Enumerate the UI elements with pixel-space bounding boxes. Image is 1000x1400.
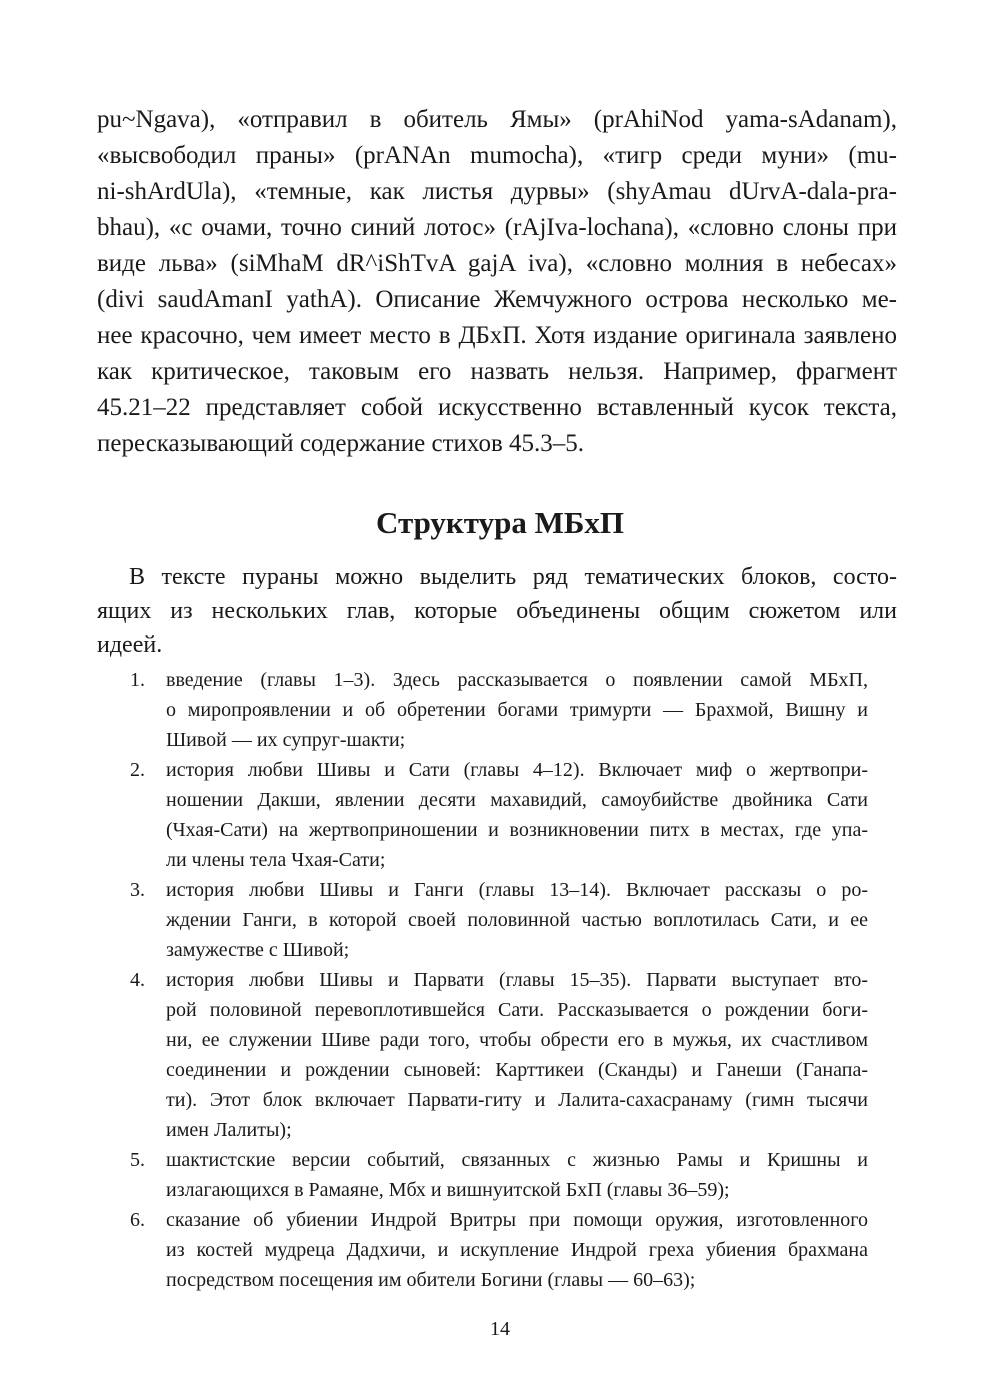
text-line: (Чхая-Сати) на жертвоприношении и возникновении питх в местах, где упа- (166, 819, 868, 841)
list-item (130, 665, 868, 755)
text-line: рой половиной перевоплотившейся Сати. Рассказывается о рождении боги- (166, 999, 868, 1021)
list-item (130, 1145, 868, 1205)
text-line: из костей мудреца Дадхичи, и искупление Индрой греха убиения брахмана (166, 1239, 868, 1261)
list-item (130, 1205, 868, 1295)
text-line: сказание об убиении Индрой Вритры при помощи оружия, изготовленного (166, 1209, 868, 1231)
text-line: виде льва» (siMhaM dR^iShTvA gajA iva), «словно молния в небесах» (97, 250, 897, 277)
text-line: идеей. (97, 632, 163, 658)
text-line: ношении Дакши, явлении десяти махавидий, самоубийстве двойника Сати (166, 789, 868, 811)
text-line: ни, ее служении Шиве ради того, чтобы обрести его в мужья, их счастливом (166, 1029, 868, 1051)
text-line: шактистские версии событий, связанных с жизнью Рамы и Кришны и (166, 1149, 868, 1171)
text-line: посредством посещения им обители Богини (главы — 60–63); (166, 1269, 696, 1291)
list-item-number: 5. (130, 1149, 145, 1171)
text-line: как критическое, таковым его назвать нельзя. Например, фрагмент (97, 358, 897, 385)
list-item (130, 965, 868, 1145)
text-line: история любви Шивы и Сати (главы 4–12). Включает миф о жертвопри- (166, 759, 868, 781)
text-line: о миропроявлении и об обретении богами тримурти — Брахмой, Вишну и (166, 699, 868, 721)
body-paragraph-2 (97, 560, 897, 662)
list-item (130, 755, 868, 875)
section-heading: Структура МБхП (376, 505, 624, 540)
text-line: замужестве с Шивой; (166, 939, 350, 961)
text-line: нее красочно, чем имеет место в ДБхП. Хотя издание оригинала заявлено (97, 322, 897, 349)
list-item-number: 3. (130, 879, 145, 901)
body-paragraph-1 (97, 102, 897, 462)
list-item-number: 6. (130, 1209, 145, 1231)
text-line: имен Лалиты); (166, 1119, 292, 1141)
text-line: ти). Этот блок включает Парвати-гиту и Лалита-сахасранаму (гимн тысячи (166, 1089, 868, 1111)
text-line: пересказывающий содержание стихов 45.3–5. (97, 430, 584, 457)
text-line: pu~Ngava), «отправил в обитель Ямы» (prAhiNod yama-sAdanam), (97, 106, 897, 133)
text-line: введение (главы 1–3). Здесь рассказывается о появлении самой МБхП, (166, 669, 868, 691)
list-item-number: 1. (130, 669, 145, 691)
text-line: (divi saudAmanI yathA). Описание Жемчужного острова несколько ме- (97, 286, 897, 313)
text-line: соединении и рождении сыновей: Карттикеи (Сканды) и Ганеши (Ганапа- (166, 1059, 868, 1081)
text-line: история любви Шивы и Ганги (главы 13–14). Включает рассказы о ро- (166, 879, 868, 901)
text-line: В тексте пураны можно выделить ряд тематических блоков, состо- (129, 564, 897, 590)
text-line: 45.21–22 представляет собой искусственно вставленный кусок текста, (97, 394, 897, 421)
list-item (130, 875, 868, 965)
page-number: 14 (490, 1318, 510, 1340)
list-item-number: 2. (130, 759, 145, 781)
text-line: история любви Шивы и Парвати (главы 15–35). Парвати выступает вто- (166, 969, 868, 991)
text-line: ni-shArdUla), «темные, как листья дурвы» (shyAmau dUrvA-dala-pra- (97, 178, 897, 205)
text-line: ждении Ганги, в которой своей половинной частью воплотилась Сати, и ее (166, 909, 868, 931)
text-line: «высвободил праны» (prANAn mumocha), «тигр среди муни» (mu- (97, 142, 897, 169)
text-line: излагающихся в Рамаяне, Мбх и вишнуитской БхП (главы 36–59); (166, 1179, 730, 1201)
list-item-number: 4. (130, 969, 145, 991)
text-line: Шивой — их супруг-шакти; (166, 729, 406, 751)
text-line: ящих из нескольких глав, которые объединены общим сюжетом или (97, 598, 897, 624)
text-line: ли члены тела Чхая-Сати; (166, 849, 386, 871)
text-line: bhau), «с очами, точно синий лотос» (rAjIva-lochana), «словно слоны при (97, 214, 897, 241)
numbered-list (130, 665, 868, 1295)
